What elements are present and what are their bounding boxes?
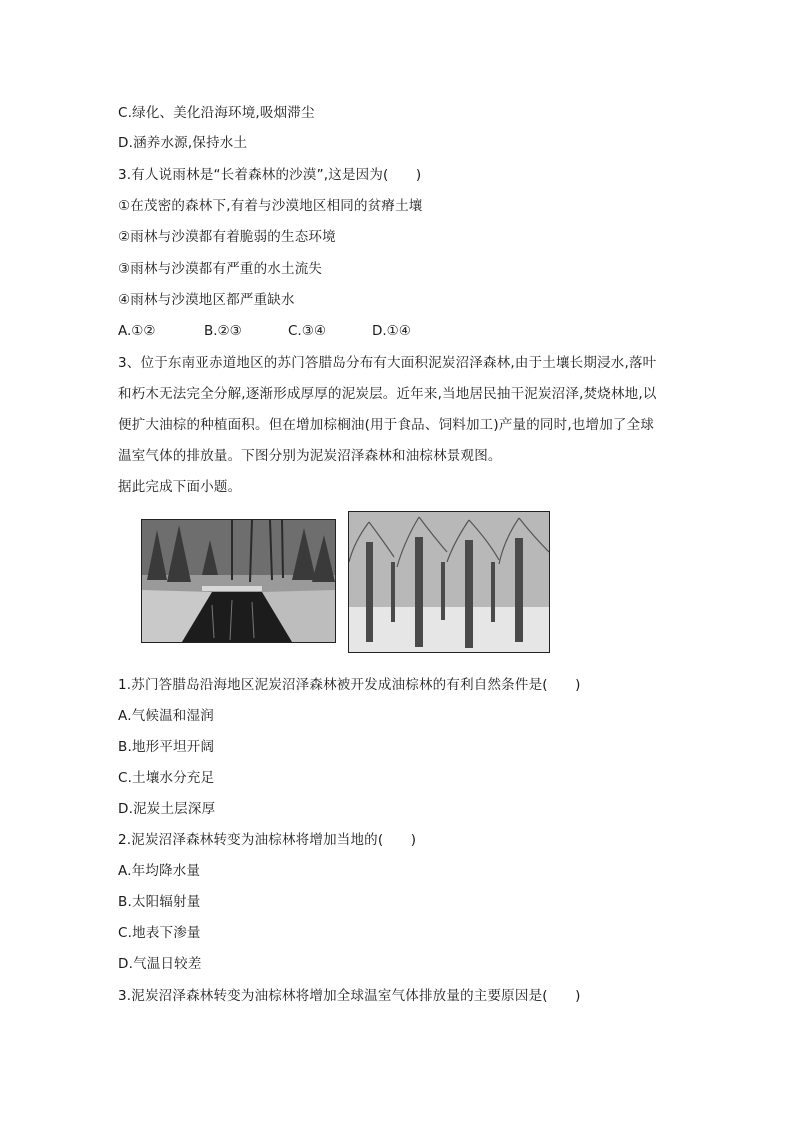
statement-2: ②雨林与沙漠都有着脆弱的生态环境 [118,229,336,245]
passage-line-2: 和朽木无法完全分解,逐渐形成厚厚的泥炭层。近年来,当地居民抽干泥炭沼泽,焚烧林地,以 [118,386,657,402]
q2-option-c: C.地表下渗量 [118,925,201,941]
q2-option-d: D.气温日较差 [118,956,202,972]
option-b: B.②③ [204,323,242,339]
statement-1: ①在茂密的森林下,有着与沙漠地区相同的贫瘠土壤 [118,198,423,214]
q1-option-a: A.气候温和湿润 [118,708,214,724]
passage-line-1: 3、位于东南亚赤道地区的苏门答腊岛分布有大面积泥炭沼泽森林,由于土壤长期浸水,落叶 [118,355,657,371]
q2-option-a: A.年均降水量 [118,863,201,879]
option-d-text: D.涵养水源,保持水土 [118,135,248,151]
question-1-stem: 1.苏门答腊岛沿海地区泥炭沼泽森林被开发成油棕林的有利自然条件是( ) [118,677,581,693]
option-d: D.①④ [372,323,411,339]
q1-option-b: B.地形平坦开阔 [118,739,215,755]
statement-4: ④雨林与沙漠地区都严重缺水 [118,292,295,308]
question-3-stem: 3.有人说雨林是“长着森林的沙漠”,这是因为( ) [118,167,422,183]
option-c-text: C.绿化、美化沿海环境,吸烟滞尘 [118,105,315,121]
statement-3: ③雨林与沙漠都有严重的水土流失 [118,261,323,277]
q1-option-c: C.土壤水分充足 [118,770,215,786]
oil-palm-plantation-photo [348,511,550,653]
peat-swamp-forest-photo [141,519,336,643]
passage-line-5: 据此完成下面小题。 [118,479,242,495]
options-row [118,322,411,340]
question-3b-stem: 3.泥炭沼泽森林转变为油棕林将增加全球温室气体排放量的主要原因是( ) [118,988,581,1004]
q2-option-b: B.太阳辐射量 [118,894,201,910]
question-2-stem: 2.泥炭沼泽森林转变为油棕林将增加当地的( ) [118,832,417,848]
q1-option-d: D.泥炭土层深厚 [118,801,216,817]
option-a: A.①② [118,323,156,339]
option-c: C.③④ [288,323,326,339]
passage-line-3: 便扩大油棕的种植面积。但在增加棕榈油(用于食品、饲料加工)产量的同时,也增加了全球 [118,417,655,433]
passage-line-4: 温室气体的排放量。下图分别为泥炭沼泽森林和油棕林景观图。 [118,448,502,464]
